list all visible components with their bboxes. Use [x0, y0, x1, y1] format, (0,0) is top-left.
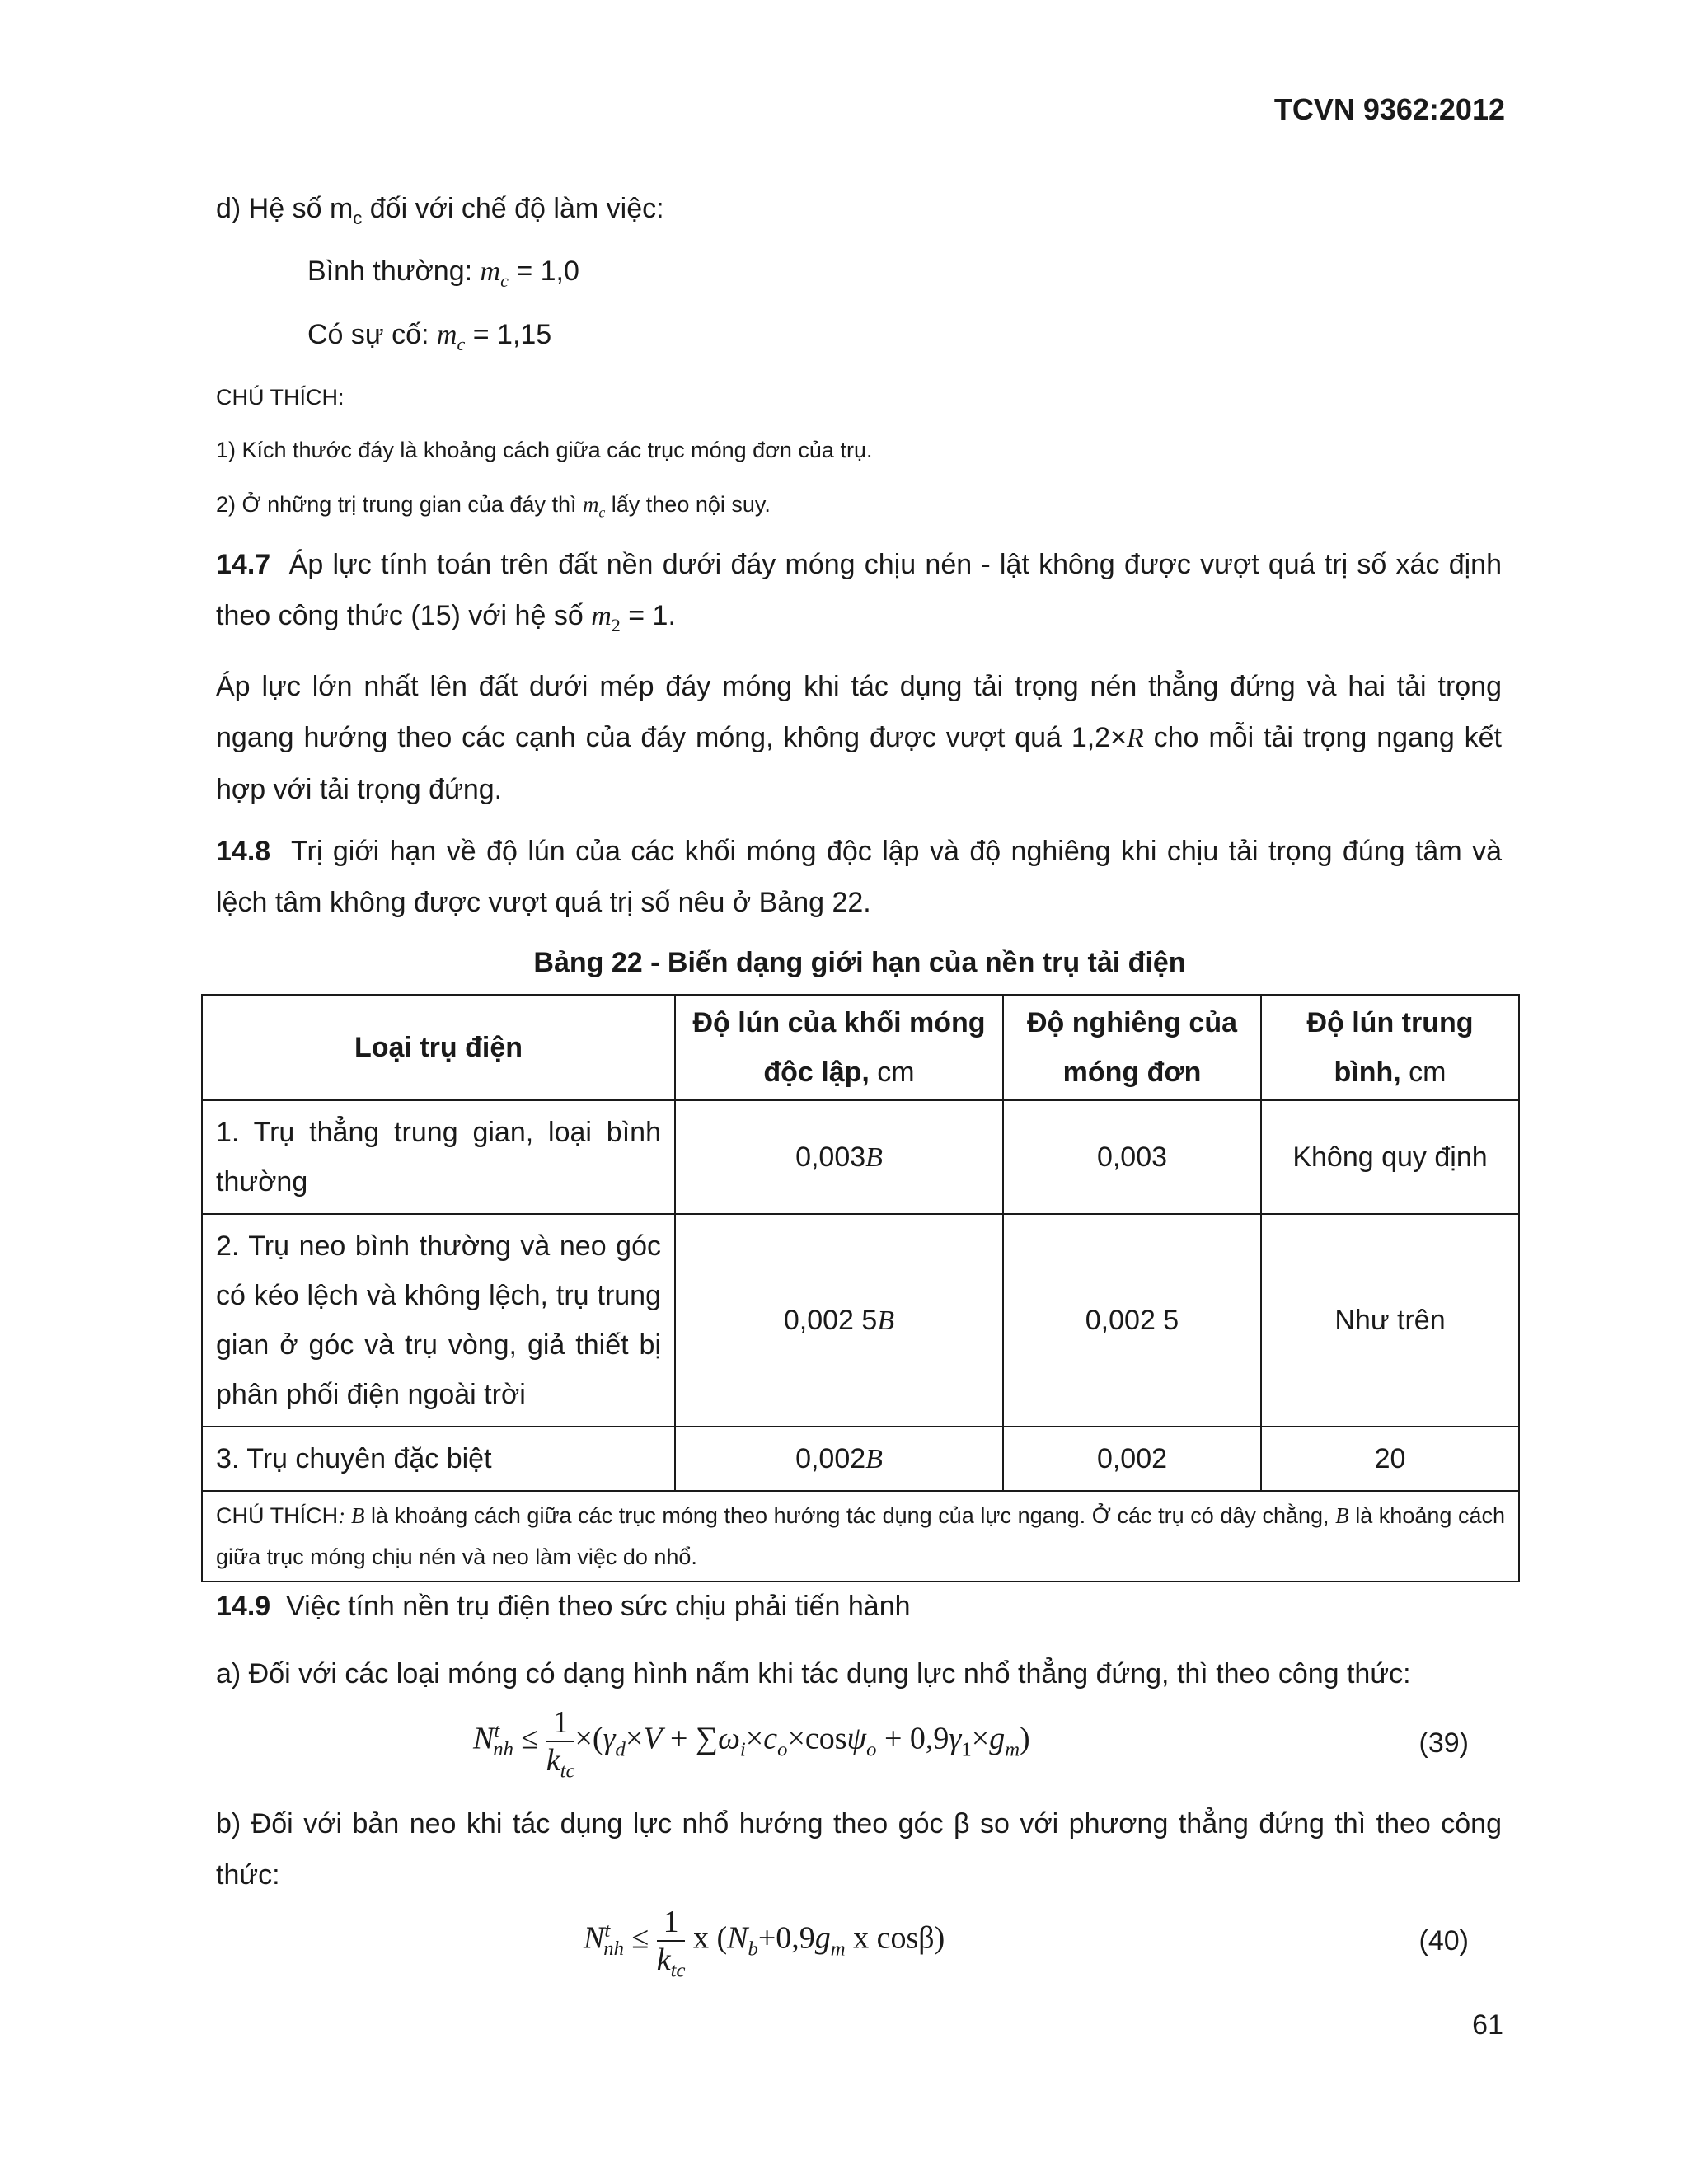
equation-39-number: (39)	[1418, 1727, 1469, 1759]
cell-pole-type: 2. Trụ neo bình thường và neo góc có kéo lệch và không lệch, trụ trung gian ở góc và trụ vòng, giả thiết bị phân phối điện ngoài trời	[202, 1214, 675, 1427]
page-number: 61	[1472, 2009, 1503, 2041]
cell-settlement: 0,003B	[675, 1100, 1003, 1214]
equation-40-fraction: $\frac{1}{k_{tc}}$	[656, 1905, 686, 1982]
section-14-7-paragraph-2: Áp lực lớn nhất lên đất dưới mép đáy móng khi tác dụng tải trọng nén thẳng đứng và hai tải trọng ngang hướng theo các cạnh của đáy móng, không được vượt quá 1,2×R cho mỗi tải trọng ngang kết hợp với tải trọng đứng.	[216, 671, 1502, 805]
fault-mode-coefficient: Có sự cố: $m_c = 1,15$	[307, 319, 552, 354]
table-row	[202, 1214, 1519, 1427]
equation-39-fraction: $\frac{1}{k_{tc}}$	[546, 1705, 575, 1783]
standard-code: TCVN 9362:2012	[1273, 92, 1505, 126]
header-average-settlement: Độ lún trung bình, cm	[1261, 995, 1519, 1100]
cell-tilt: 0,002 5	[1003, 1214, 1261, 1427]
equation-39: $N^t_{nh}$ ≤ $\frac{1}{k_{tc}}$ $\times(\gamma_d\times V + \sum\omega_i\times c_o\times\cos\psi_o + 0,9\gamma_1\times g_m)$	[473, 1705, 1030, 1783]
table-22-caption: Bảng 22 - Biến dạng giới hạn của nền trụ tải điện	[533, 947, 1186, 978]
cell-average-settlement: 20	[1261, 1427, 1519, 1491]
table-22	[201, 994, 1520, 1582]
equation-40: $N^t_{nh}$ ≤ $\frac{1}{k_{tc}}$ x ($N_b+0,9g_m$ x cosβ)	[584, 1905, 945, 1982]
section-14-9-b: b) Đối với bản neo khi tác dụng lực nhổ hướng theo góc β so với phương thẳng đứng thì theo công thức:	[216, 1808, 1502, 1891]
section-14-8: 14.8 Trị giới hạn về độ lún của các khối móng độc lập và độ nghiêng khi chịu tải trọng đúng tâm và lệch tâm không được vượt quá trị số nêu ở Bảng 22.	[216, 836, 1502, 918]
table-note: CHÚ THÍCH: B là khoảng cách giữa các trục móng theo hướng tác dụng của lực ngang. Ở các trụ có dây chằng, B là khoảng cách giữa trục móng chịu nén và neo làm việc do nhổ.	[202, 1491, 1519, 1582]
section-d-intro: d) Hệ số $m_c$ đối với chế độ làm việc:	[216, 193, 664, 228]
table-note-row	[202, 1491, 1519, 1582]
cell-average-settlement: Như trên	[1261, 1214, 1519, 1427]
cell-pole-type: 1. Trụ thẳng trung gian, loại bình thường	[202, 1100, 675, 1214]
header-settlement: Độ lún của khối móng độc lập, cm	[675, 995, 1003, 1100]
cell-average-settlement: Không quy định	[1261, 1100, 1519, 1214]
cell-settlement: 0,002B	[675, 1427, 1003, 1491]
header-pole-type: Loại trụ điện	[202, 995, 675, 1100]
cell-tilt: 0,003	[1003, 1100, 1261, 1214]
note-title: CHÚ THÍCH:	[216, 385, 345, 410]
section-14-9-a: a) Đối với các loại móng có dạng hình nấm khi tác dụng lực nhổ thẳng đứng, thì theo công thức:	[216, 1658, 1411, 1690]
equation-40-number: (40)	[1418, 1925, 1469, 1957]
table-row	[202, 1100, 1519, 1214]
normal-mode-coefficient: Bình thường: $m_c = 1,0$	[307, 255, 579, 291]
section-14-9: 14.9 Việc tính nền trụ điện theo sức chịu phải tiến hành	[216, 1591, 911, 1622]
cell-pole-type: 3. Trụ chuyên đặc biệt	[202, 1427, 675, 1491]
note-item-1: 1) Kích thước đáy là khoảng cách giữa các trục móng đơn của trụ.	[216, 438, 873, 462]
note-item-2: 2) Ở những trị trung gian của đáy thì $m_c$ lấy theo nội suy.	[216, 492, 771, 521]
section-14-7: 14.7 Áp lực tính toán trên đất nền dưới đáy móng chịu nén - lật không được vượt quá trị số xác định theo công thức (15) với hệ số $m_2 = 1$.	[216, 549, 1502, 635]
header-tilt: Độ nghiêng của móng đơn	[1003, 995, 1261, 1100]
table-header-row	[202, 995, 1519, 1100]
cell-tilt: 0,002	[1003, 1427, 1261, 1491]
table-row	[202, 1427, 1519, 1491]
cell-settlement: 0,002 5B	[675, 1214, 1003, 1427]
